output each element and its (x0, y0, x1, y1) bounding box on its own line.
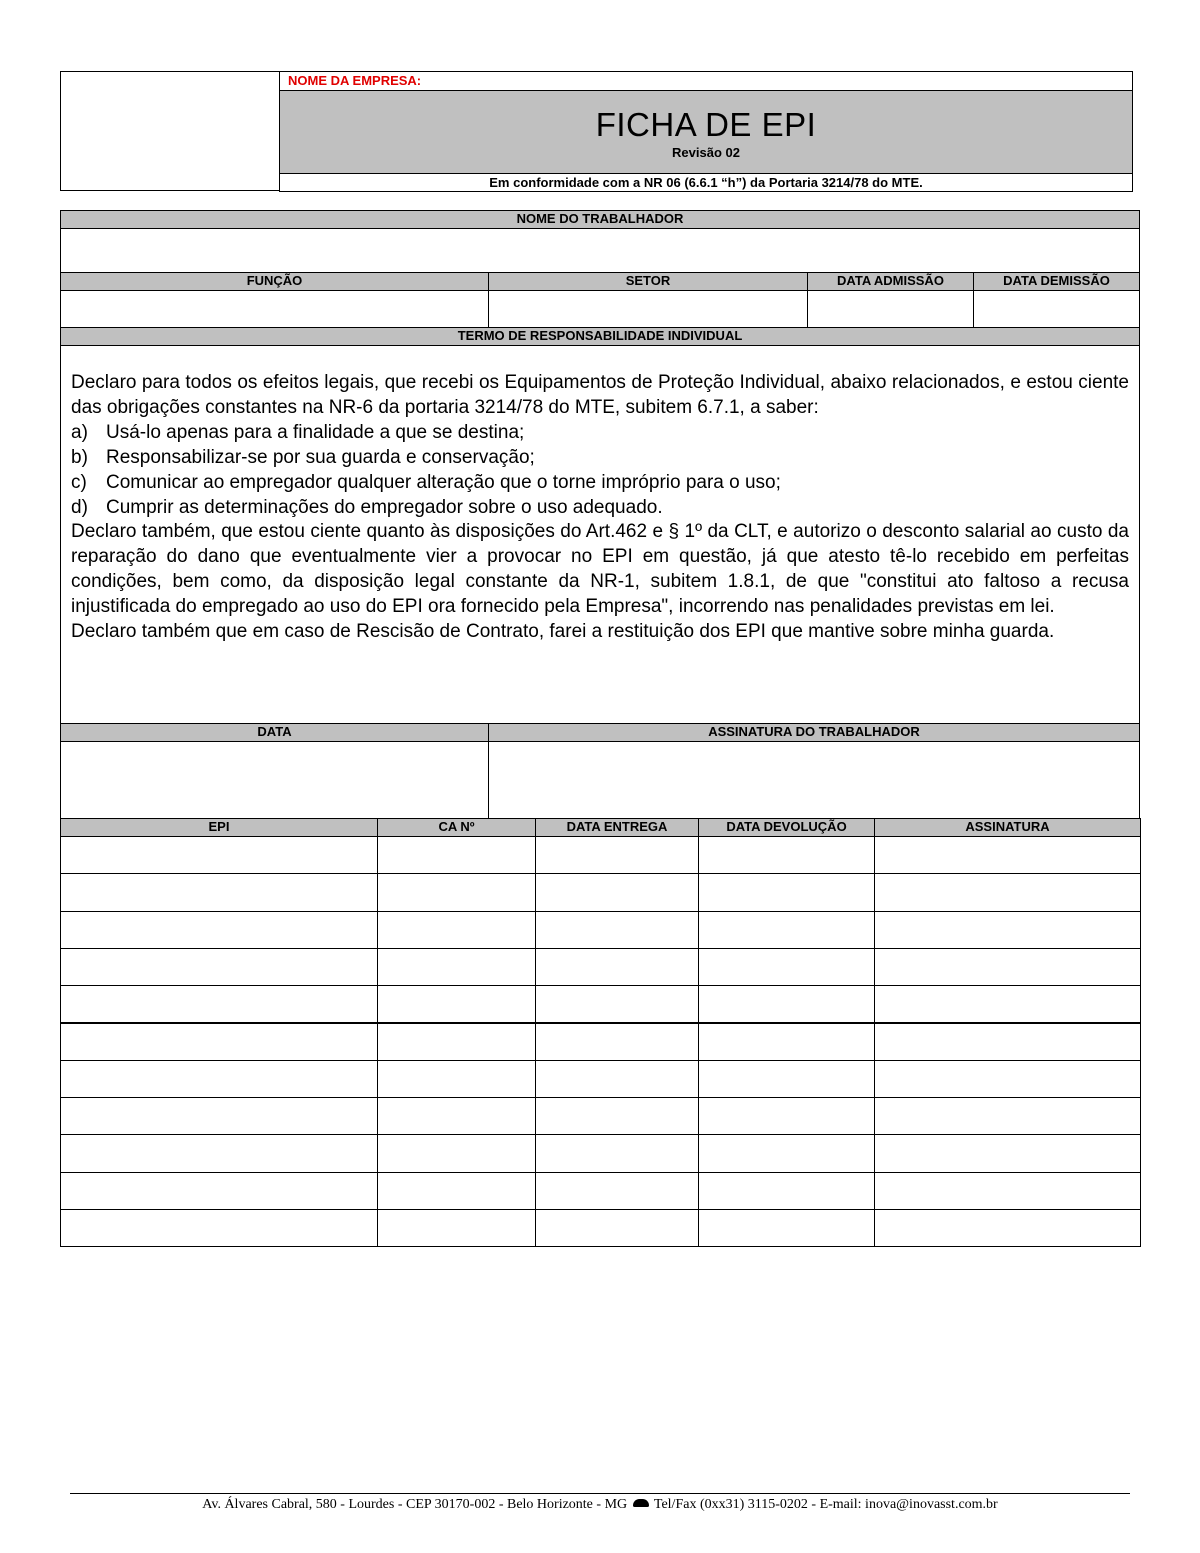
declaration-clt: Declaro também, que estou ciente quanto às disposições do Art.462 e § 1º da CLT, e autorizo o desconto salarial ao custo da reparação do dano que eventualmente vier a provocar no EPI em questão, já que atesto tê-lo recebido em perfeitas condições, bem como, da disposição legal constante da NR-1, subitem 1.8.1, de que "constitui ato faltoso a recusa injustificada do empregado ao uso do EPI ora fornecido pela Empresa", incorrendo nas penalidades previstas em lei. (71, 521, 1129, 618)
epi-table (60, 818, 1140, 1247)
epi-table-cell[interactable] (874, 1023, 1141, 1061)
worker-signature-header: ASSINATURA DO TRABALHADOR (488, 723, 1140, 742)
company-name-label: NOME DA EMPRESA: (288, 73, 422, 88)
obligation-item (71, 421, 1129, 446)
footer-divider (70, 1493, 1130, 1494)
worker-signature-field[interactable] (488, 741, 1140, 819)
epi-table-cell[interactable] (698, 873, 875, 911)
epi-table-cell[interactable] (874, 873, 1141, 911)
epi-column-header: ASSINATURA (874, 818, 1141, 837)
epi-table-cell[interactable] (874, 1172, 1141, 1210)
epi-column-header: EPI (60, 818, 378, 837)
obligation-marker: c) (71, 471, 87, 493)
obligation-text: Usá-lo apenas para a finalidade a que se destina; (106, 421, 525, 443)
epi-table-cell[interactable] (377, 948, 536, 986)
epi-table-cell[interactable] (535, 911, 699, 949)
epi-table-cell[interactable] (535, 1209, 699, 1247)
epi-table-cell[interactable] (698, 1172, 875, 1210)
epi-table-cell[interactable] (874, 948, 1141, 986)
epi-table-cell[interactable] (60, 1060, 378, 1098)
epi-table-cell[interactable] (874, 911, 1141, 949)
title-box (279, 90, 1133, 174)
epi-table-cell[interactable] (377, 1097, 536, 1135)
admissao-header: DATA ADMISSÃO (807, 272, 974, 291)
date-header: DATA (60, 723, 489, 742)
epi-table-cell[interactable] (874, 1209, 1141, 1247)
epi-table-cell[interactable] (60, 1172, 378, 1210)
obligation-text: Comunicar ao empregador qualquer alteração que o torne impróprio para o uso; (106, 471, 781, 493)
epi-table-cell[interactable] (60, 985, 378, 1023)
footer-contact: Tel/Fax (0xx31) 3115-0202 - E-mail: inova@inovasst.com.br (653, 1497, 998, 1512)
epi-table-cell[interactable] (698, 1023, 875, 1061)
epi-table-cell[interactable] (535, 836, 699, 874)
setor-field[interactable] (488, 290, 808, 328)
epi-table-cell[interactable] (535, 1172, 699, 1210)
epi-table-cell[interactable] (698, 911, 875, 949)
obligation-marker: a) (71, 421, 88, 443)
worker-name-header: NOME DO TRABALHADOR (60, 210, 1140, 229)
epi-table-cell[interactable] (535, 948, 699, 986)
epi-table-cell[interactable] (698, 948, 875, 986)
epi-table-cell[interactable] (377, 1209, 536, 1247)
worker-name-field[interactable] (60, 228, 1140, 273)
epi-table-cell[interactable] (874, 1060, 1141, 1098)
epi-table-cell[interactable] (698, 1134, 875, 1172)
epi-table-cell[interactable] (874, 1134, 1141, 1172)
footer-address: Av. Álvares Cabral, 580 - Lourdes - CEP 30170-002 - Belo Horizonte - MG (202, 1497, 628, 1512)
declaration-intro: Declaro para todos os efeitos legais, que recebi os Equipamentos de Proteção Individual, abaixo relacionados, e estou ciente das obrigações constantes na NR-6 da portaria 3214/78 do MTE, subitem 6.7.1, a saber: (71, 372, 1129, 418)
company-logo-area (60, 71, 280, 191)
demissao-field[interactable] (973, 290, 1140, 328)
epi-table-cell[interactable] (535, 985, 699, 1023)
date-field[interactable] (60, 741, 489, 819)
telephone-icon (633, 1499, 649, 1507)
epi-table-cell[interactable] (698, 1060, 875, 1098)
epi-table-cell[interactable] (535, 1060, 699, 1098)
form-title: FICHA DE EPI (595, 106, 817, 143)
epi-table-cell[interactable] (377, 1060, 536, 1098)
conformity-row (279, 173, 1133, 192)
epi-table-cell[interactable] (377, 873, 536, 911)
epi-table-cell[interactable] (377, 1172, 536, 1210)
obligation-text: Cumprir as determinações do empregador sobre o uso adequado. (106, 496, 663, 518)
epi-table-cell[interactable] (698, 1209, 875, 1247)
epi-table-cell[interactable] (874, 1097, 1141, 1135)
epi-table-cell[interactable] (535, 1134, 699, 1172)
demissao-header: DATA DEMISSÃO (973, 272, 1140, 291)
epi-column-header: DATA DEVOLUÇÃO (698, 818, 875, 837)
epi-table-cell[interactable] (60, 948, 378, 986)
obligation-marker: d) (71, 496, 88, 518)
obligation-text: Responsabilizar-se por sua guarda e conservação; (106, 446, 535, 468)
epi-column-header: DATA ENTREGA (535, 818, 699, 837)
epi-table-cell[interactable] (60, 911, 378, 949)
funcao-header: FUNÇÃO (60, 272, 489, 291)
declaration-text (71, 371, 1129, 645)
epi-table-cell[interactable] (535, 873, 699, 911)
epi-table-cell[interactable] (698, 836, 875, 874)
epi-table-cell[interactable] (377, 1023, 536, 1061)
epi-table-cell[interactable] (60, 1023, 378, 1061)
epi-table-cell[interactable] (535, 1097, 699, 1135)
obligation-item (71, 496, 1129, 521)
funcao-field[interactable] (60, 290, 489, 328)
epi-table-cell[interactable] (60, 836, 378, 874)
epi-table-cell[interactable] (377, 985, 536, 1023)
conformity-text: Em conformidade com a NR 06 (6.6.1 “h”) da Portaria 3214/78 do MTE. (489, 175, 923, 190)
epi-table-cell[interactable] (698, 1097, 875, 1135)
epi-table-cell[interactable] (874, 985, 1141, 1023)
company-name-row[interactable] (279, 71, 1133, 91)
epi-table-cell[interactable] (698, 985, 875, 1023)
revision-label: Revisão 02 (672, 145, 740, 160)
epi-table-cell[interactable] (377, 1134, 536, 1172)
epi-table-cell[interactable] (874, 836, 1141, 874)
declaration-rescisao: Declaro também que em caso de Rescisão de Contrato, farei a restituição dos EPI que mantive sobre minha guarda. (71, 621, 1055, 643)
admissao-field[interactable] (807, 290, 974, 328)
epi-table-cell[interactable] (60, 1209, 378, 1247)
footer (70, 1495, 1130, 1515)
term-header: TERMO DE RESPONSABILIDADE INDIVIDUAL (60, 327, 1140, 346)
obligation-marker: b) (71, 446, 88, 468)
obligation-item (71, 471, 1129, 496)
epi-table-cell[interactable] (535, 1023, 699, 1061)
epi-table-cell[interactable] (60, 1134, 378, 1172)
setor-header: SETOR (488, 272, 808, 291)
epi-table-cell[interactable] (60, 1097, 378, 1135)
epi-table-cell[interactable] (60, 873, 378, 911)
epi-table-cell[interactable] (377, 836, 536, 874)
epi-table-cell[interactable] (377, 911, 536, 949)
obligation-item (71, 446, 1129, 471)
epi-column-header: CA Nº (377, 818, 536, 837)
